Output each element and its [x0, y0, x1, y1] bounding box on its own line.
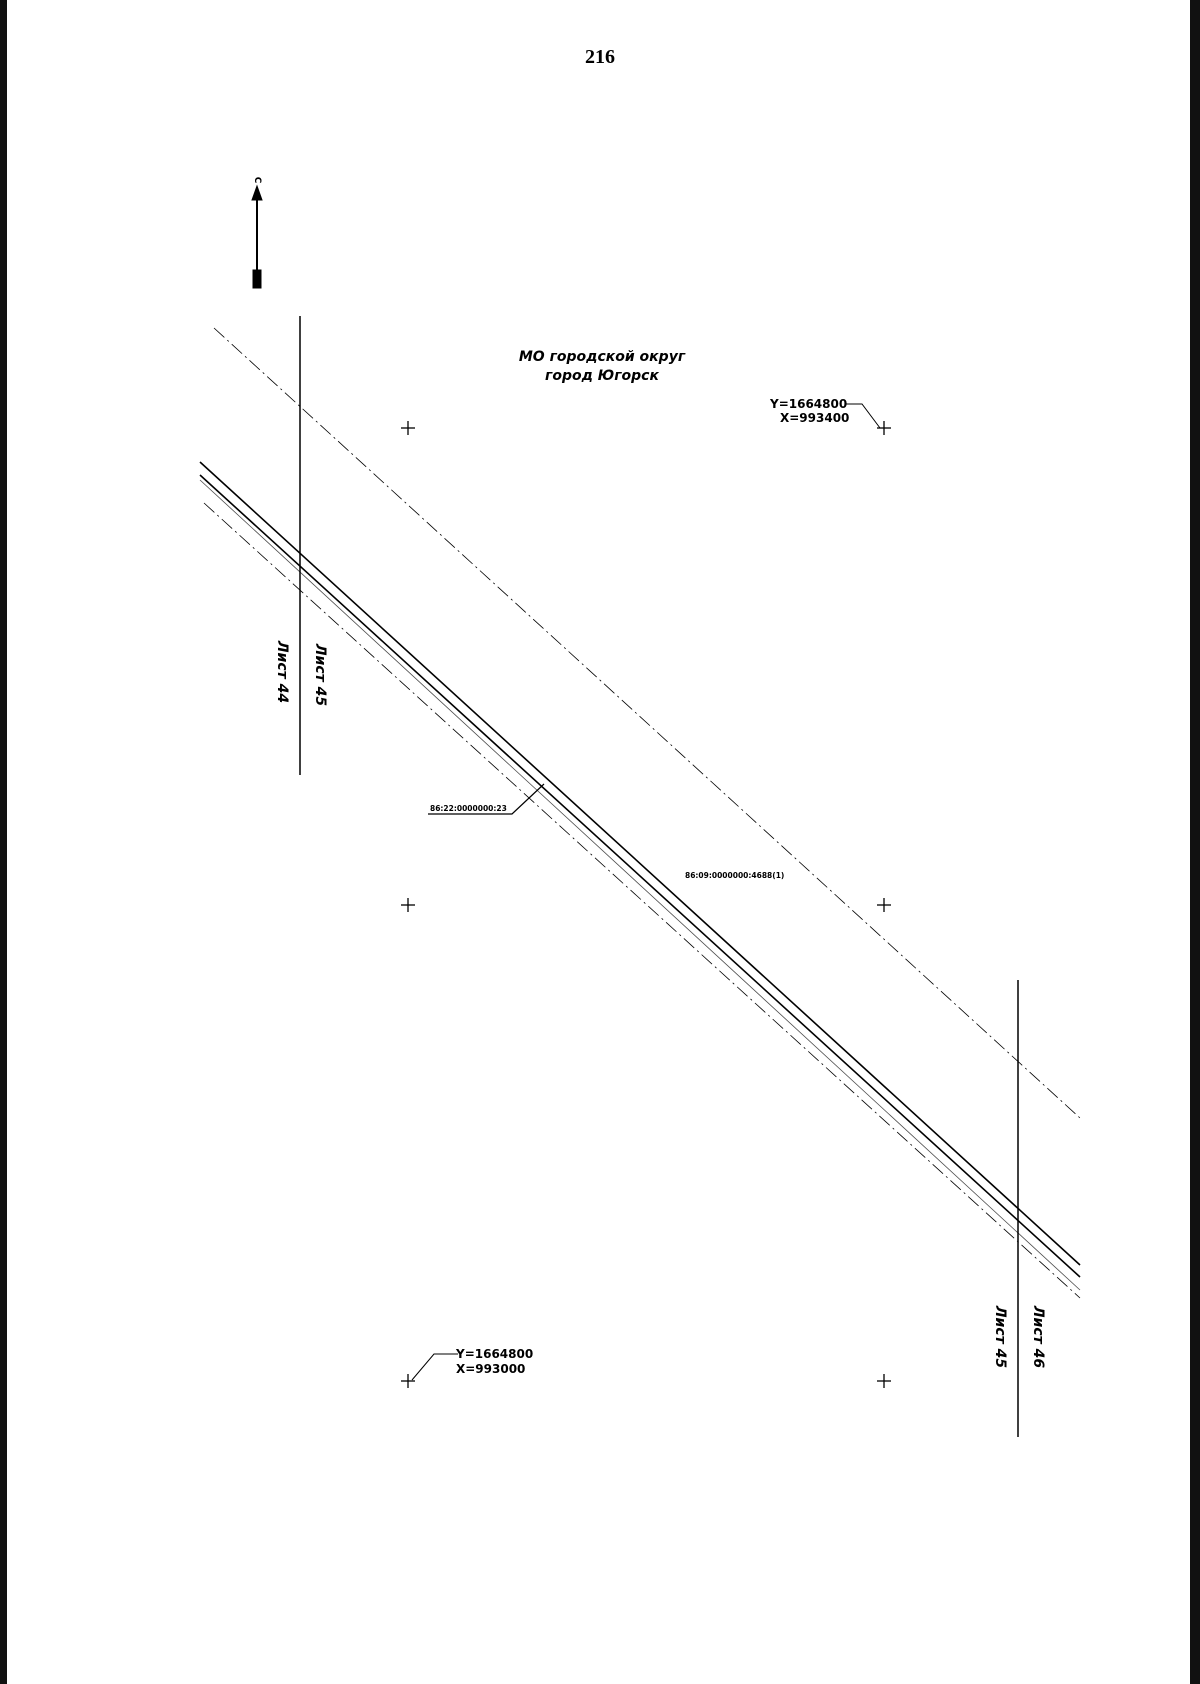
road-corridor	[200, 462, 1080, 1290]
coord-bottom-left-x: X=993000	[456, 1362, 526, 1376]
coord-top-right-y: Y=1664800	[770, 397, 848, 411]
sheet-label-left-inner: Лист 45	[312, 643, 328, 707]
region-label-line2: город Югорск	[545, 368, 659, 384]
north-arrow-letter-top: С	[252, 176, 262, 184]
coord-bottom-left-y: Y=1664800	[456, 1347, 534, 1361]
grid-cross-icon	[877, 898, 891, 912]
leader-bottom-left	[412, 1354, 458, 1380]
page-number: 216	[585, 46, 615, 68]
boundary-dashed-lower	[204, 503, 1080, 1298]
grid-cross-icon	[401, 1374, 415, 1388]
sheet-label-right-inner: Лист 45	[992, 1305, 1008, 1369]
region-label-line1: МО городской округ	[518, 349, 686, 365]
leader-top-right	[846, 404, 880, 428]
sheet-label-left-outer: Лист 44	[274, 640, 290, 704]
north-arrow	[252, 177, 262, 288]
grid-cross-icon	[877, 1374, 891, 1388]
grid-crosses	[401, 421, 891, 1388]
boundary-dashed-upper	[214, 328, 1080, 1118]
grid-cross-icon	[401, 421, 415, 435]
cadastral-label-lower: 86:22:0000000:23	[430, 804, 507, 813]
cadastral-label-middle: 86:09:0000000:4688(1)	[685, 871, 785, 880]
grid-cross-icon	[877, 421, 891, 435]
grid-cross-icon	[401, 898, 415, 912]
coord-top-right-x: X=993400	[780, 411, 850, 425]
sheet-label-right-outer: Лист 46	[1030, 1305, 1046, 1369]
